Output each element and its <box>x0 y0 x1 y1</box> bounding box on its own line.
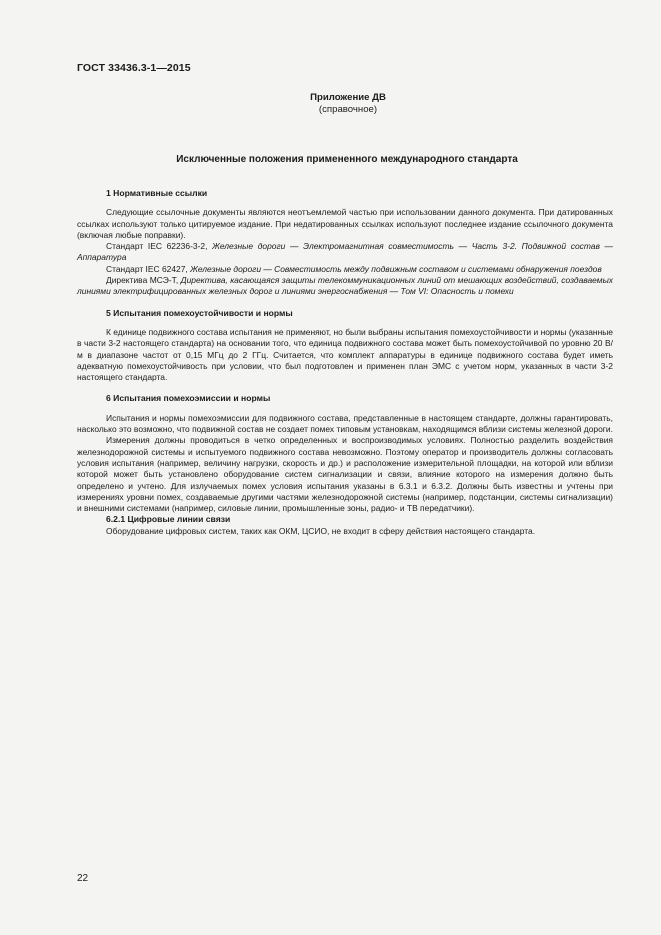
ref-title: Директива, касающаяся защиты телекоммуникационных линий от мешающих воздействий, создаваемых линиями электрифицированных железных дорог и линиями энергоснабжения — Том VI: Опасность и помехи <box>77 275 613 297</box>
section-1-ref-iec-62236 <box>77 241 613 264</box>
section-5-paragraph: К единице подвижного состава испытания не применяют, но были выбраны испытания помехоустойчивости и нормы (указанные в части 3-2 настоящего стандарта) на основании того, что единица подвижного состава может быть помехоустойчивой по уровню 20 В/м в диапазоне частот от 0,15 МГц до 2 ГГц. Считается, что комплект аппаратуры в единице подвижного состава будет иметь адекватную помехоустойчивость при условии, что был подготовлен и применен план ЭМС с учетом норм, указанных в части 3-2 настоящего стандарта. <box>77 326 613 383</box>
page-number: 22 <box>77 873 89 884</box>
document-title: Исключенные положения примененного международного стандарта <box>176 154 518 165</box>
annex-title: Приложение ДВ <box>310 92 386 103</box>
section-1-heading: 1 Нормативные ссылки <box>106 188 208 198</box>
annex-subtitle: (справочное) <box>318 104 378 115</box>
subsection-6-2-1-heading: 6.2.1 Цифровые линии связи <box>106 514 231 525</box>
document-body <box>77 188 613 537</box>
section-6-paragraph-1: Испытания и нормы помехоэмиссии для подвижного состава, представленные в настоящем стандарте, должны гарантировать, насколько это возможно, что подвижной состав не создает помех типовым установкам, находящимся вблизи системы железной дороги. <box>77 412 613 435</box>
ref-title: Железные дороги — Электромагнитная совместимость — Часть 3-2. Подвижной состав — Аппаратура <box>77 241 613 263</box>
ref-label: Стандарт IEC 62236-3-2, <box>106 241 213 252</box>
standard-number: ГОСТ 33436.3-1—2015 <box>77 62 191 74</box>
section-1-ref-iec-62427 <box>77 264 613 275</box>
annex-block <box>280 92 416 116</box>
section-6-heading: 6 Испытания помехоэмиссии и нормы <box>106 393 271 404</box>
subsection-6-2-1-paragraph: Оборудование цифровых систем, таких как ОКМ, ЦСИО, не входит в сферу действия настоящего стандарта. <box>106 525 536 536</box>
section-1-ref-itu <box>77 275 613 298</box>
section-1-paragraph: Следующие ссылочные документы являются неотъемлемой частью при использовании данного документа. При датированных ссылках используют только цитируемое издание. При недатированных ссылках используют последнее издание ссылочного документа (включая любые поправки). <box>77 207 613 240</box>
section-6-paragraph-2: Измерения должны проводиться в четко определенных и воспроизводимых условиях. Полностью разделить воздействия железнодорожной системы и испытуемого подвижного состава невозможно. Поэтому оператор и производитель должны согласовать условия испытания (например, величину нагрузки, скорость и др.) и расположение измерительной площадки, на которой или вблизи которой может быть установлено оборудование систем сигнализации и связи, влияние которого на измерения должно быть определено и учтено. Для излучаемых помех условия испытания указаны в 6.3.1 и 6.3.2. Должны быть известны и учтены при измерениях уровни помех, создаваемые другими частями железнодорожной системы (например, подстанции, системы сигнализации) и внешними системами (например, силовые линии, промышленные зоны, радио- и ТВ передатчики). <box>77 435 613 514</box>
ref-title: Железные дороги — Совместимость между подвижным составом и системами обнаружения поездов <box>190 263 602 274</box>
ref-label: Стандарт IEC 62427, <box>106 263 191 274</box>
section-5-heading: 5 Испытания помехоустойчивости и нормы <box>106 307 293 318</box>
ref-label: Директива МСЭ-Т, <box>106 275 181 286</box>
